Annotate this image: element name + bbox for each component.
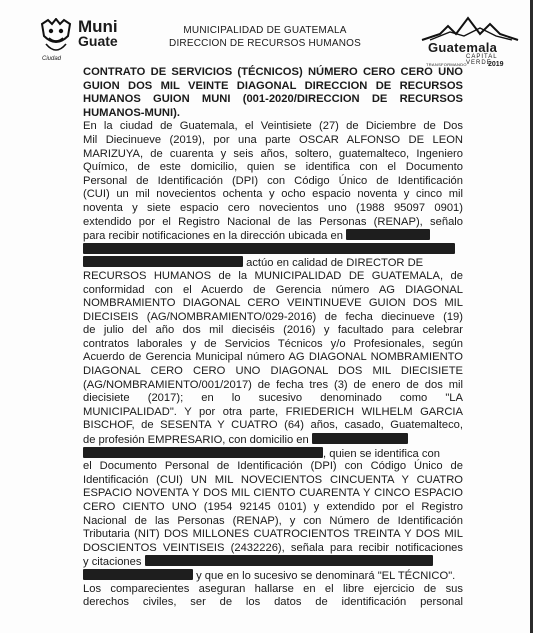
guatemala-capital-verde-logo: [420, 14, 520, 70]
redaction-bar: [83, 447, 323, 458]
redaction-bar: [346, 229, 430, 240]
text-line: DIAGONAL CERO CERO UNO DIAGONAL DOS MIL DIECISIETE: [83, 365, 463, 378]
brand-name: Guatemala: [428, 40, 498, 55]
text-line: (AG/NOMBRAMIENTO/001/2017) de fecha tres (3) de enero de dos mil: [83, 378, 463, 391]
text-line: de julio del año dos mil dieciséis (2016) y facultado para celebrar: [83, 324, 463, 337]
brand-subtag: TRANSFORMANDO: [426, 62, 467, 67]
text-line: [83, 555, 463, 569]
text-line: Químico, de este domicilio, quien se identifica con el Documento: [83, 161, 463, 174]
text-line: Nacional de las Personas (RENAP), y con Número de Identificación: [83, 514, 463, 527]
text-segment: para recibir notificaciones en la dirección ubicada en: [83, 230, 343, 243]
contract-title-line: GUION DOS MIL VEINTE DIAGONAL DIRECCION DE RECURSOS: [83, 79, 463, 92]
text-line: MUNICIPALIDAD". Y por otra parte, FRIEDERICH WILHELM GARCIA: [83, 405, 463, 418]
text-line: Personal de Identificación (DPI) con Código Único de Identificación: [83, 174, 463, 187]
text-segment: , quien se identifica con: [323, 447, 440, 460]
text-line: [83, 243, 463, 257]
text-line: DIECISEIS (AG/NOMBRAMIENTO/029-2016) de fecha diecinueve (19): [83, 310, 463, 323]
text-line: Los comparecientes aseguran hallarse en el libre ejercicio de sus: [83, 582, 463, 595]
brand-tagline: CAPITAL VERDE: [466, 54, 498, 66]
brand-year: 2019: [488, 61, 504, 68]
crest-icon: [38, 18, 74, 58]
redaction-bar: [83, 569, 193, 580]
org-name: MUNICIPALIDAD DE GUATEMALA: [183, 25, 347, 36]
text-line: derechos civiles, ser de los datos de identificación personal: [83, 596, 463, 609]
text-line: el Documento Personal de Identificación (DPI) con Código Único de: [83, 460, 463, 473]
text-line: RECURSOS HUMANOS de la MUNICIPALIDAD DE GUATEMALA, de: [83, 269, 463, 282]
contract-title-line: HUMANOS-MUNI).: [83, 106, 180, 119]
text-line: [83, 447, 463, 461]
letterhead-title: [160, 24, 370, 50]
text-line: En la ciudad de Guatemala, el Veintisiete (27) de Diciembre de Dos: [83, 120, 463, 133]
text-line: CERO CIENTO UNO (1954 92145 0101) y extendido por el Registro: [83, 501, 463, 513]
logo-subtext: Ciudad: [42, 56, 62, 62]
text-line: MARIZUYA, de cuarenta y seis años, soltero, guatemalteco, Ingeniero: [83, 147, 463, 160]
contract-title-line: CONTRATO DE SERVICIOS (TÉCNICOS) NÚMERO CERO CERO UNO: [83, 66, 463, 78]
contract-title-line: HUMANOS GUION MUNI (001-2020/DIRECCION DE RECURSOS: [83, 93, 463, 106]
text-line: Identificación (CUI) UN MIL NOVECIENTOS CINCUENTA Y CUATRO: [83, 473, 463, 486]
muni-guate-logo: [38, 18, 128, 66]
redaction-bar: [83, 256, 243, 267]
contract-body: [83, 66, 463, 610]
text-line: [83, 433, 463, 447]
org-department: DIRECCION DE RECURSOS HUMANOS: [169, 38, 361, 49]
text-line: (CUI) un mil novecientos ochenta y ocho espacio noventa y cinco mil: [83, 188, 463, 201]
text-segment: actúo en calidad de DIRECTOR DE: [246, 257, 424, 270]
text-segment: y citaciones: [83, 556, 142, 569]
redaction-bar: [83, 243, 455, 254]
text-line: diecisiete (2017); en lo sucesivo denominado como "LA: [83, 392, 463, 405]
logo-word-muni: Muni: [78, 17, 118, 36]
redaction-bar: [145, 555, 433, 566]
text-line: conformidad con el Acuerdo de Gerencia número AG DIAGONAL: [83, 283, 463, 296]
redaction-bar: [312, 433, 408, 444]
logo-word-guate: Guate: [78, 33, 118, 49]
text-line: [83, 569, 463, 583]
text-line: NOMBRAMIENTO DIAGONAL CERO VEINTINUEVE GUION DOS MIL: [83, 297, 463, 310]
text-line: Tributaria (NIT) DOS MILLONES CUATROCIENTOS TREINTA Y DOS MIL: [83, 528, 463, 541]
text-line: [83, 229, 463, 243]
text-line: noventa y siete espacio cero novecientos uno (1988 95097 0901): [83, 201, 463, 214]
text-segment: y que en lo sucesivo se denominará "EL TÉCNICO".: [196, 569, 456, 582]
text-line: ESPACIO NOVENTA Y DOS MIL CIENTO CUARENTA Y CINCO ESPACIO: [83, 487, 463, 500]
text-segment: de profesión EMPRESARIO, con domicilio en: [83, 434, 309, 447]
text-line: Mil Diecinueve (2019), por una parte OSCAR ALFONSO DE LEON: [83, 133, 463, 146]
text-line: extendido por el Registro Nacional de las Personas (RENAP), señalo: [83, 215, 463, 228]
text-line: DOSCIENTOS VEINTISEIS (2432226), señala para recibir notificaciones: [83, 541, 463, 554]
text-line: contratos laborales y de Servicios Técnicos y/o Profesionales, según: [83, 337, 463, 350]
text-line: [83, 256, 463, 270]
text-line: BISCHOF, de SESENTA Y CUATRO (64) años, casado, Guatemalteco,: [83, 419, 463, 432]
text-line: Acuerdo de Gerencia Municipal número AG DIAGONAL NOMBRAMIENTO: [83, 351, 463, 364]
